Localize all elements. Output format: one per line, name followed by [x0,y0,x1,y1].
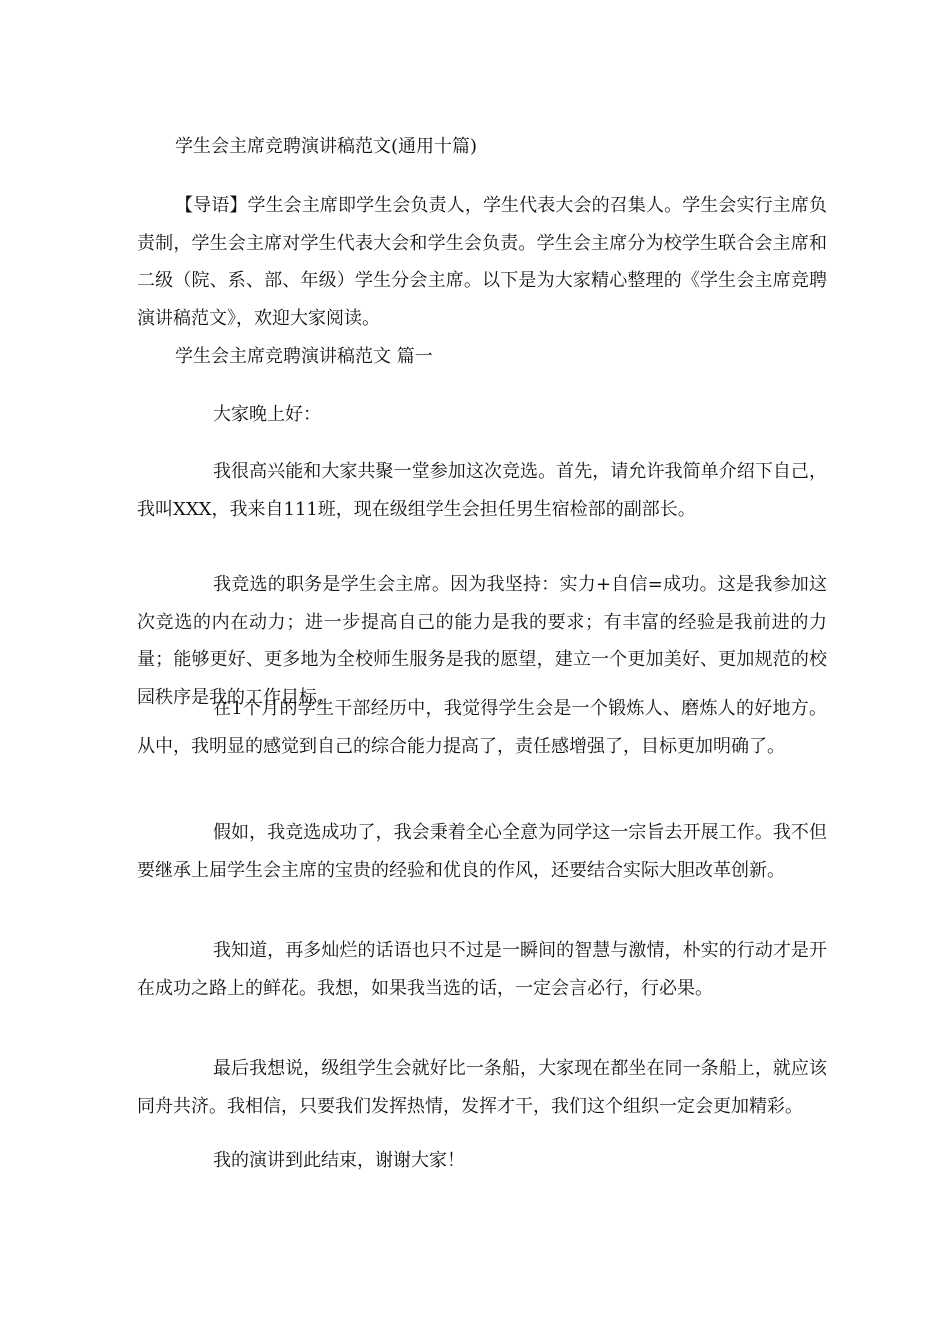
intro-paragraph: 【导语】学生会主席即学生会负责人，学生代表大会的召集人。学生会实行主席负责制，学生会主席对学生代表大会和学生会负责。学生会主席分为校学生联合会主席和二级（院、系、部、年级）学生分会主席。以下是为大家精心整理的《学生会主席竞聘演讲稿范文》，欢迎大家阅读。 [137,195,827,329]
body-paragraph: 我知道，再多灿烂的话语也只不过是一瞬间的智慧与激情，朴实的行动才是开在成功之路上的鲜花。我想，如果我当选的话，一定会言必行，行必果。 [137,940,827,999]
body-paragraph: 在1个月的学生干部经历中，我觉得学生会是一个锻炼人、磨炼人的好地方。从中，我明显的感觉到自己的综合能力提高了，责任感增强了，目标更加明确了。 [137,698,827,757]
body-paragraph: 我很高兴能和大家共聚一堂参加这次竞选。首先，请允许我简单介绍下自己，我叫XXX，我来自111班，现在级组学生会担任男生宿检部的副部长。 [137,461,827,520]
body-paragraph: 最后我想说，级组学生会就好比一条船，大家现在都坐在同一条船上，就应该同舟共济。我相信，只要我们发挥热情，发挥才干，我们这个组织一定会更加精彩。 [137,1058,827,1117]
body-paragraph: 我竞选的职务是学生会主席。因为我坚持：实力+自信=成功。这是我参加这次竞选的内在动力；进一步提高自己的能力是我的要求；有丰富的经验是我前进的力量；能够更好、更多地为全校师生服务是我的愿望，建立一个更加美好、更加规范的校园秩序是我的工作目标。 [137,574,827,708]
section-heading: 学生会主席竞聘演讲稿范文 篇一 [175,346,433,367]
closing-paragraph: 我的演讲到此结束，谢谢大家！ [213,1150,465,1171]
document-title: 学生会主席竞聘演讲稿范文(通用十篇) [175,136,478,157]
greeting: 大家晚上好： [213,404,321,425]
body-paragraph: 假如，我竞选成功了，我会秉着全心全意为同学这一宗旨去开展工作。我不但要继承上届学生会主席的宝贵的经验和优良的作风，还要结合实际大胆改革创新。 [137,822,827,881]
